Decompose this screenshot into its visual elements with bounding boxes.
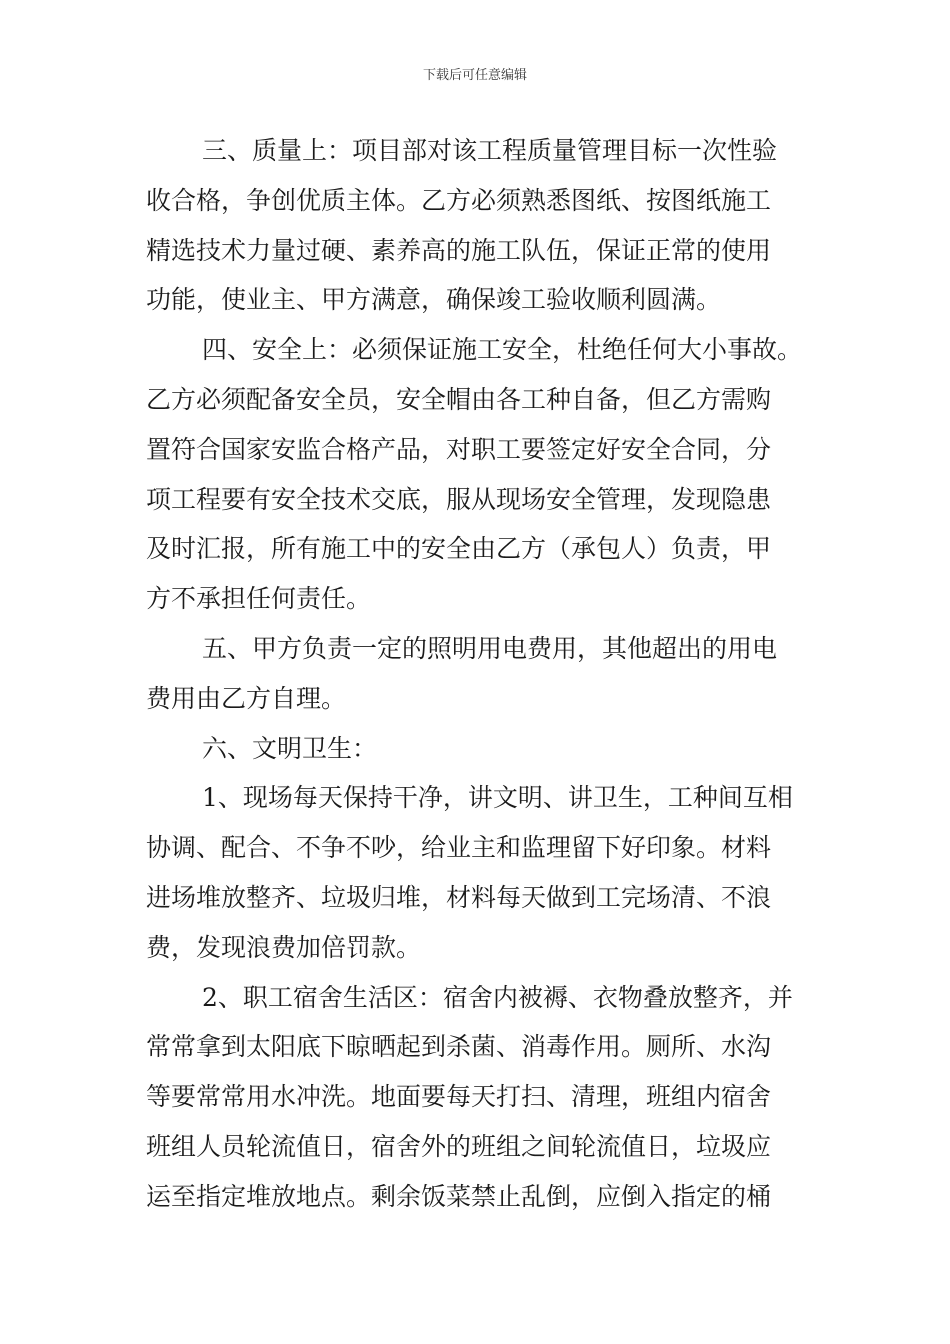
text-line: 1、现场每天保持干净，讲文明、讲卫生，工种间互相 (202, 783, 793, 813)
text-line: 常常拿到太阳底下晾晒起到杀菌、消毒作用。厕所、水沟 (146, 1032, 772, 1062)
text-line: 收合格，争创优质主体。乙方必须熟悉图纸、按图纸施工 (146, 185, 772, 215)
text-line: 费，发现浪费加倍罚款。 (146, 932, 422, 962)
text-line: 方不承担任何责任。 (146, 584, 372, 614)
text-line: 置符合国家安监合格产品，对职工要签定好安全合同，分 (146, 434, 772, 464)
text-line: 费用由乙方自理。 (146, 683, 347, 713)
text-line: 协调、配合、不争不吵，给业主和监理留下好印象。材料 (146, 833, 772, 863)
text-line: 运至指定堆放地点。剩余饭菜禁止乱倒，应倒入指定的桶 (146, 1181, 772, 1211)
text-line: 2、职工宿舍生活区：宿舍内被褥、衣物叠放整齐，并 (202, 982, 793, 1012)
text-line: 六、文明卫生： (202, 733, 378, 763)
document-body (146, 126, 808, 1222)
text-line: 三、质量上：项目部对该工程质量管理目标一次性验 (202, 136, 778, 165)
text-line: 精选技术力量过硬、素养高的施工队伍，保证正常的使用 (146, 235, 772, 265)
text-line: 功能，使业主、甲方满意，确保竣工验收顺利圆满。 (146, 285, 722, 315)
page-header: 下载后可任意编辑 (422, 68, 527, 83)
text-line: 等要常常用水冲洗。地面要每天打扫、清理，班组内宿舍 (146, 1082, 772, 1112)
text-line: 四、安全上：必须保证施工安全，杜绝任何大小事故。 (202, 335, 803, 365)
text-line: 班组人员轮流值日，宿舍外的班组之间轮流值日，垃圾应 (146, 1131, 772, 1161)
text-line: 进场堆放整齐、垃圾归堆，材料每天做到工完场清、不浪 (146, 882, 772, 912)
text-line: 乙方必须配备安全员，安全帽由各工种自备，但乙方需购 (146, 384, 772, 414)
text-line: 项工程要有安全技术交底，服从现场安全管理，发现隐患 (146, 484, 772, 514)
text-line: 及时汇报，所有施工中的安全由乙方（承包人）负责，甲 (146, 534, 772, 564)
text-line: 五、甲方负责一定的照明用电费用，其他超出的用电 (202, 633, 778, 663)
